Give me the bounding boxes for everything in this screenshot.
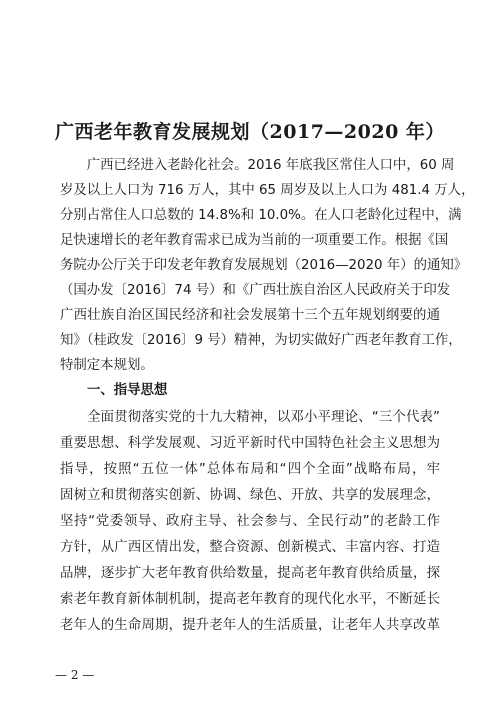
- body-line: 重要思想、科学发展观、习近平新时代中国特色社会主义思想为: [60, 436, 440, 451]
- intro-line: 广西壮族自治区国民经济和社会发展第十三个五年规划纲要的通: [60, 308, 440, 323]
- body-line: 指导，按照“五位一体”总体布局和“四个全面”战略布局，牢: [60, 462, 440, 477]
- intro-line: 岁及以上人口为 716 万人，其中 65 周岁及以上人口为 481.4 万人，: [60, 183, 475, 198]
- intro-line: 足快速增长的老年教育需求已成为当前的一项重要工作。根据《国: [60, 233, 449, 248]
- body-line: 老年人的生命周期，提升老年人的生活质量，让老年人共享改革: [60, 618, 440, 633]
- intro-line: 广西已经进入老龄化社会。2016 年底我区常住人口中，60 周: [60, 158, 455, 173]
- page-number: — 2 —: [55, 668, 95, 682]
- intro-line: 务院办公厅关于印发老年教育发展规划（2016—2020 年）的通知》: [60, 258, 468, 273]
- intro-line: 知》（桂政发〔2016〕9 号）精神，为切实做好广西老年教育工作，: [60, 333, 462, 348]
- body-line: 方针，从广西区情出发，整合资源、创新模式、丰富内容、打造: [60, 540, 440, 555]
- body-line: 品牌，逐步扩大老年教育供给数量，提高老年教育供给质量，探: [60, 566, 440, 581]
- body-line: 索老年教育新体制机制，提高老年教育的现代化水平，不断延长: [60, 592, 440, 607]
- section-heading: 一、指导思想: [87, 383, 168, 398]
- body-line: 坚持“党委领导、政府主导、社会参与、全民行动”的老龄工作: [60, 514, 440, 529]
- body-line: 固树立和贯彻落实创新、协调、绿色、开放、共享的发展理念，: [60, 488, 440, 503]
- intro-line: 分别占常住人口总数的 14.8%和 10.0%。在人口老龄化过程中，满: [60, 208, 462, 223]
- intro-line: （国办发〔2016〕74 号）和《广西壮族自治区人民政府关于印发: [60, 283, 451, 298]
- intro-line: 特制定本规划。: [60, 358, 154, 373]
- body-line: 全面贯彻落实党的十九大精神，以邓小平理论、“三个代表”: [60, 410, 440, 425]
- document-title: 广西老年教育发展规划（2017—2020 年）: [55, 121, 445, 143]
